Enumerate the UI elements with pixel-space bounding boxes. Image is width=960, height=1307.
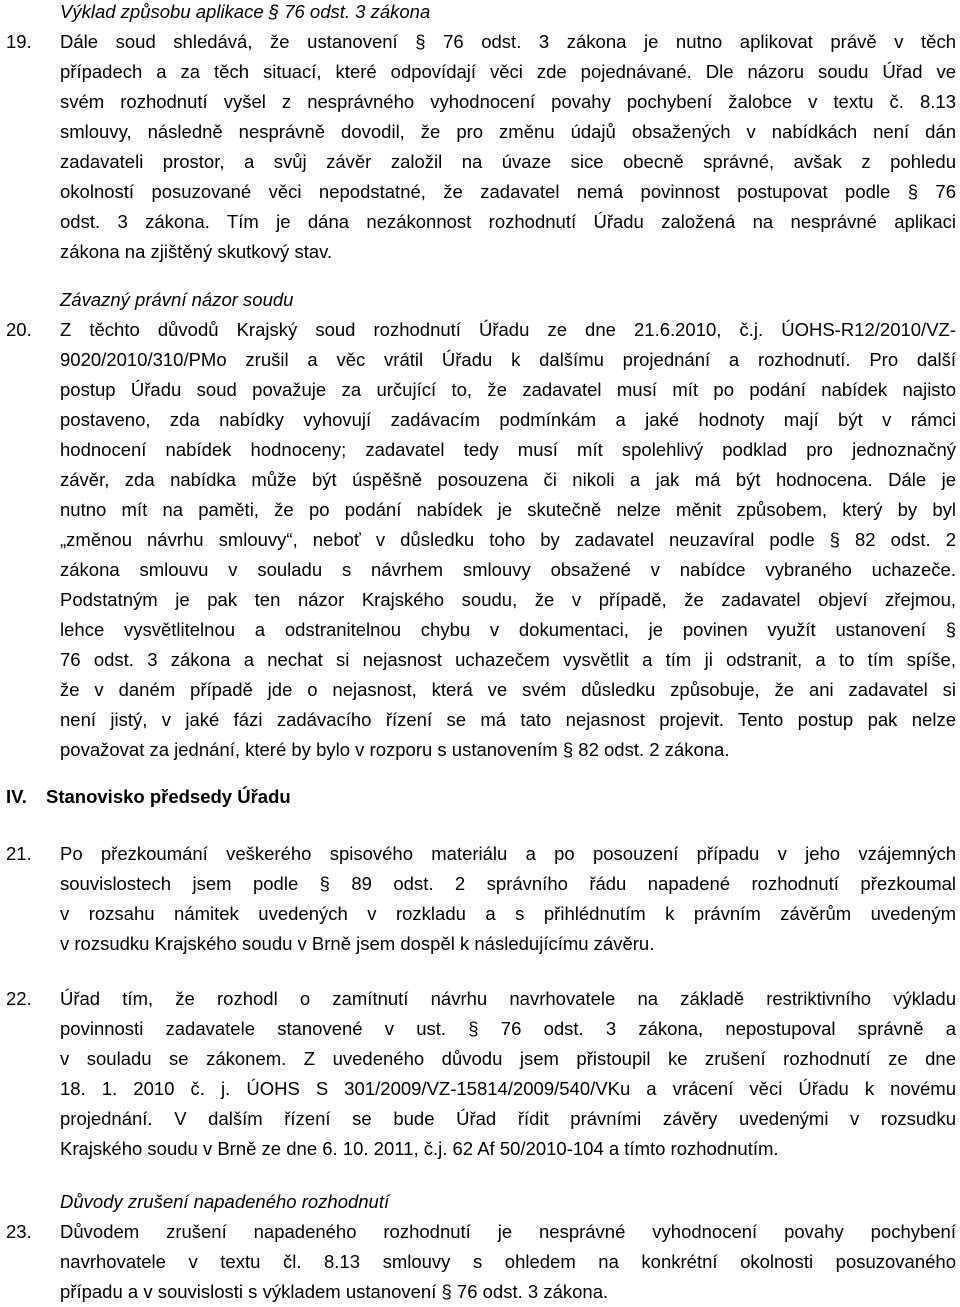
paragraph-number-22: 22. <box>6 988 32 1009</box>
paragraph-23-line: Důvodem zrušení napadeného rozhodnutí je nesprávné vyhodnocení povahy pochybení <box>60 1221 956 1242</box>
paragraph-20-line: postup Úřadu soud považuje za určující to, že zadavatel musí mít po podání nabídek najisto <box>60 379 956 400</box>
paragraph-19-line: zadavateli prostor, a svůj závěr založil na úvaze sice obecně správné, avšak z pohledu <box>60 151 956 172</box>
paragraph-20-line: Z těchto důvodů Krajský soud rozhodnutí Úřadu ze dne 21.6.2010, č.j. ÚOHS-R12/2010/VZ- <box>60 319 956 340</box>
paragraph-20-line: není jistý, v jaké fázi zadávacího řízení se má tato nejasnost projevit. Tento postup pak nelze <box>60 709 956 730</box>
subheading-vyklad: Výklad způsobu aplikace § 76 odst. 3 zákona <box>60 1 431 22</box>
paragraph-20-line: 9020/2010/310/PMo zrušil a věc vrátil Úřadu k dalšímu projednání a rozhodnutí. Pro další <box>60 349 956 370</box>
paragraph-20-line: postaveno, zda nabídky vyhovují zadávacím podmínkám a jaké hodnoty mají být v rámci <box>60 409 956 430</box>
paragraph-22-line: Úřad tím, že rozhodl o zamítnutí návrhu navrhovatele na základě restriktivního výkladu <box>60 988 956 1009</box>
paragraph-20-line: závěr, zda nabídka může být úspěšně posouzena či nikoli a jak má být hodnocena. Dále je <box>60 469 956 490</box>
paragraph-19-line: zákona na zjištěný skutkový stav. <box>60 241 333 262</box>
subheading-duvody: Důvody zrušení napadeného rozhodnutí <box>60 1191 390 1212</box>
paragraph-20-line: zákona smlouvu v souladu s návrhem smlouvy obsažené v nabídce vybraného uchazeče. <box>60 559 956 580</box>
paragraph-19-line: smlouvy, následně nesprávně dovodil, že pro změnu údajů obsažených v nabídkách není dán <box>60 121 956 142</box>
paragraph-21-line: Po přezkoumání veškerého spisového materiálu a po posouzení případu v jeho vzájemných <box>60 843 956 864</box>
paragraph-number-19: 19. <box>6 31 32 52</box>
paragraph-number-23: 23. <box>6 1221 32 1242</box>
section-title-iv: Stanovisko předsedy Úřadu <box>46 786 291 807</box>
paragraph-22-line: povinnosti zadavatele stanovené v ust. § 76 odst. 3 zákona, nepostupoval správně a <box>60 1018 956 1039</box>
paragraph-22-line: v souladu se zákonem. Z uvedeného důvodu jsem přistoupil ke zrušení rozhodnutí ze dne <box>60 1048 956 1069</box>
paragraph-23-line: případu a v souvislosti s výkladem ustanovení § 76 odst. 3 zákona. <box>60 1281 609 1302</box>
paragraph-19-line: Dále soud shledává, že ustanovení § 76 odst. 3 zákona je nutno aplikovat právě v těch <box>60 31 956 52</box>
paragraph-20-line: považovat za jednání, které by bylo v rozporu s ustanovením § 82 odst. 2 zákona. <box>60 739 730 760</box>
paragraph-21-line: v rozsudku Krajského soudu v Brně jsem dospěl k následujícímu závěru. <box>60 933 655 954</box>
subheading-zavazny: Závazný právní názor soudu <box>60 289 294 310</box>
paragraph-number-20: 20. <box>6 319 32 340</box>
paragraph-19-line: svém rozhodnutí vyšel z nesprávného vyhodnocení povahy pochybení žalobce v textu č. 8.13 <box>60 91 956 112</box>
paragraph-22-line: projednání. V dalším řízení se bude Úřad řídit právními závěry uvedenými v rozsudku <box>60 1108 956 1129</box>
paragraph-22-line: 18. 1. 2010 č. j. ÚOHS S 301/2009/VZ-15814/2009/540/VKu a vrácení věci Úřadu k novému <box>60 1078 956 1099</box>
paragraph-19-line: odst. 3 zákona. Tím je dána nezákonnost rozhodnutí Úřadu založená na nesprávné aplikaci <box>60 211 956 232</box>
paragraph-20-line: „změnou návrhu smlouvy“, neboť v důsledku toho by zadavatel neuzavíral podle § 82 odst. 2 <box>60 529 956 550</box>
paragraph-20-line: nutno mít na paměti, že po podání nabídek je skutečně nelze měnit způsobem, který by byl <box>60 499 956 520</box>
paragraph-23-line: navrhovatele v textu čl. 8.13 smlouvy s ohledem na konkrétní okolnosti posuzovaného <box>60 1251 956 1272</box>
paragraph-22-line: Krajského soudu v Brně ze dne 6. 10. 2011, č.j. 62 Af 50/2010-104 a tímto rozhodnutím. <box>60 1138 779 1159</box>
paragraph-number-21: 21. <box>6 843 32 864</box>
section-number-iv: IV. <box>6 786 27 807</box>
paragraph-21-line: souvislostech jsem podle § 89 odst. 2 správního řádu napadené rozhodnutí přezkoumal <box>60 873 956 894</box>
paragraph-19-line: okolností posuzované věci nepodstatné, že zadavatel nemá povinnost postupovat podle § 76 <box>60 181 956 202</box>
paragraph-21-line: v rozsahu námitek uvedených v rozkladu a s přihlédnutím k právním závěrům uvedeným <box>60 903 956 924</box>
paragraph-19-line: případech a za těch situací, které odpovídají věci zde pojednávané. Dle názoru soudu Úřad ve <box>60 61 956 82</box>
paragraph-20-line: lehce vysvětlitelnou a odstranitelnou chybu v dokumentaci, je povinen využít ustanovení § <box>60 619 956 640</box>
paragraph-20-line: Podstatným je pak ten názor Krajského soudu, že v případě, že zadavatel objeví zřejmou, <box>60 589 956 610</box>
paragraph-20-line: hodnocení nabídek hodnoceny; zadavatel tedy musí mít spolehlivý podklad pro jednoznačný <box>60 439 956 460</box>
paragraph-20-line: 76 odst. 3 zákona a nechat si nejasnost uchazečem vysvětlit a tím ji odstranit, a to tím spíše, <box>60 649 956 670</box>
paragraph-20-line: že v daném případě jde o nejasnost, která ve svém důsledku způsobuje, že ani zadavatel si <box>60 679 956 700</box>
